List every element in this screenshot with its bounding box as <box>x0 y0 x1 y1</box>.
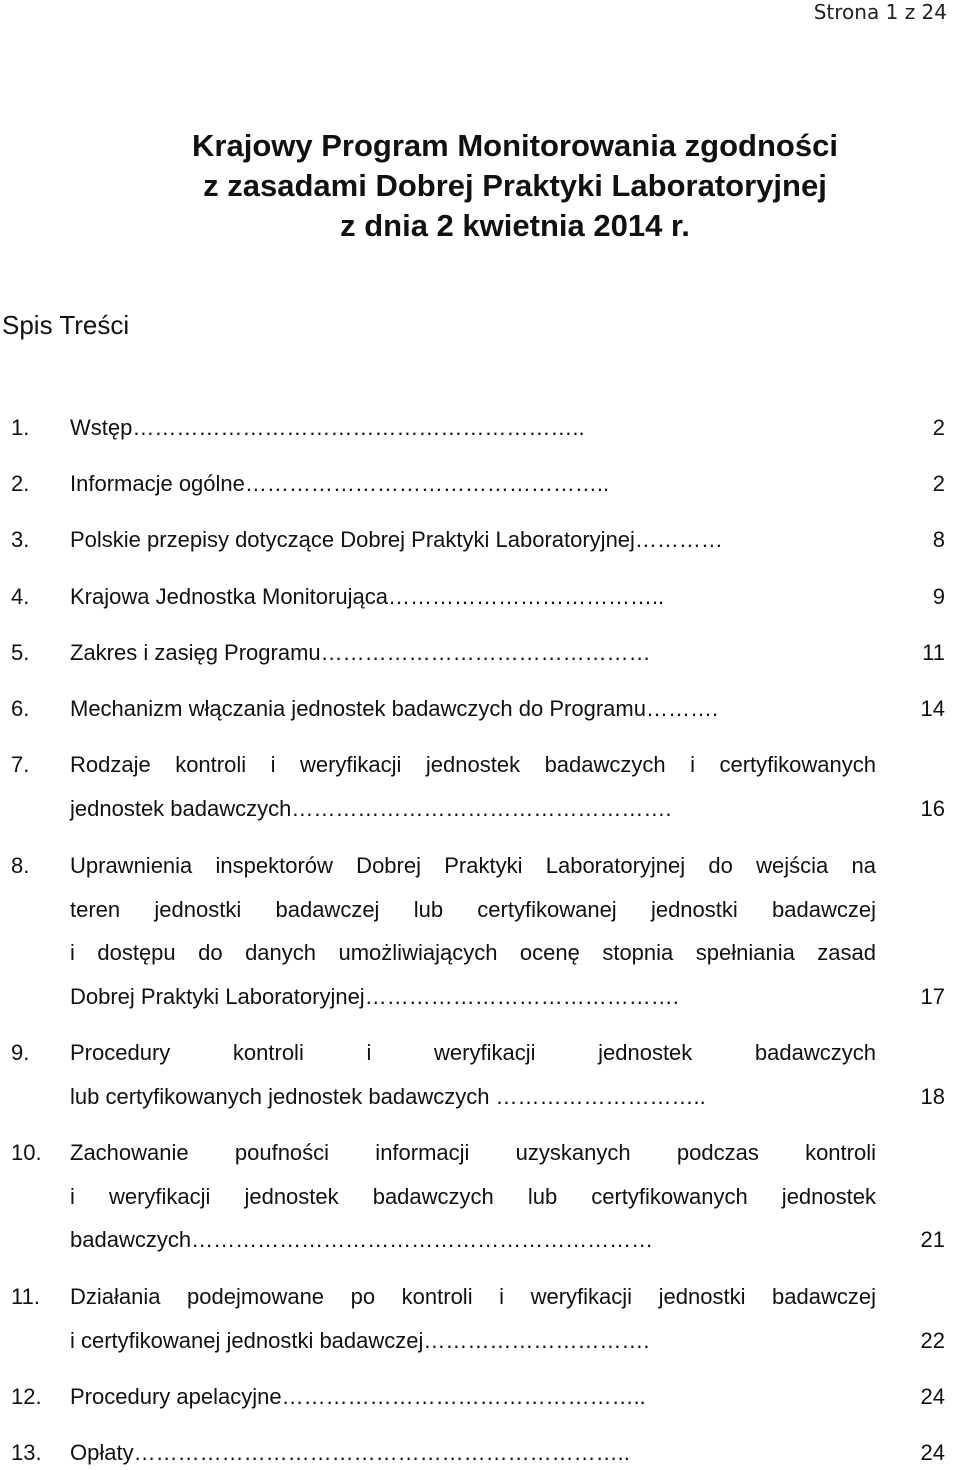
toc-entry-title-line-2: jednostek badawczych……………………………………………. <box>70 796 672 821</box>
page-counter-current: 1 <box>885 0 899 24</box>
toc-entry-title-line-1: Działania podejmowane po kontroli i weryfikacji jednostki badawczej <box>70 1284 876 1309</box>
page-counter <box>814 0 947 24</box>
toc-entry-page: 21 <box>920 1227 945 1252</box>
toc-entry-page: 24 <box>920 1384 945 1409</box>
toc-entry-title-line-1: Procedury kontroli i weryfikacji jednostek badawczych <box>70 1040 876 1065</box>
toc-entry-number: 1. <box>11 415 30 440</box>
toc-entry-page: 16 <box>920 796 945 821</box>
toc-entry-number: 10. <box>11 1140 42 1165</box>
toc-entry-page: 17 <box>920 984 945 1009</box>
toc-entry-page: 14 <box>920 696 945 721</box>
page-counter-total: 24 <box>921 0 947 24</box>
toc-entry-number: 8. <box>11 853 30 878</box>
toc-entry-title: Wstęp…………………………………………………….. <box>70 415 585 440</box>
toc-entry-title: Procedury apelacyjne………………………………………….. <box>70 1384 646 1409</box>
toc-entry-title-line-1: Uprawnienia inspektorów Dobrej Praktyki Laboratoryjnej do wejścia na <box>70 853 876 878</box>
toc-entry-title: Polskie przepisy dotyczące Dobrej Praktyki Laboratoryjnej………… <box>70 527 723 552</box>
toc-entry-title-line-1: Zachowanie poufności informacji uzyskanych podczas kontroli <box>70 1140 876 1165</box>
document-title <box>0 126 960 246</box>
toc-entry-number: 5. <box>11 640 30 665</box>
toc-entry-number: 6. <box>11 696 30 721</box>
page-counter-prefix: Strona <box>813 0 880 24</box>
toc-entry-page: 24 <box>920 1440 945 1465</box>
toc-entry-title-line-2: i certyfikowanej jednostki badawczej…………………………. <box>70 1328 650 1353</box>
title-line-3: z dnia 2 kwietnia 2014 r. <box>340 208 690 243</box>
toc-entry-number: 3. <box>11 527 30 552</box>
toc-entry-page: 8 <box>932 527 945 552</box>
toc-entry-number: 12. <box>11 1384 42 1409</box>
toc-entry-title-line-3: i dostępu do danych umożliwiających ocenę stopnia spełniania zasad <box>70 940 876 965</box>
toc-entry-page: 2 <box>932 471 945 496</box>
toc-entry-title-line-2: lub certyfikowanych jednostek badawczych ……………………….. <box>70 1084 706 1109</box>
toc-entry-title-line-3: badawczych……………………………………………………… <box>70 1227 654 1252</box>
toc-entry-title: Mechanizm włączania jednostek badawczych do Programu………. <box>70 696 719 721</box>
toc-entry-number: 13. <box>11 1440 42 1465</box>
toc-entry-title: Krajowa Jednostka Monitorująca……………………………….. <box>70 584 665 609</box>
toc-entry-title: Zakres i zasięg Programu……………………………………… <box>70 640 651 665</box>
toc-entry-title: Opłaty………………………………………………………….. <box>70 1440 630 1465</box>
toc-entry-page: 2 <box>932 415 945 440</box>
toc-entry-number: 9. <box>11 1040 30 1065</box>
toc-entry-title-line-2: teren jednostki badawczej lub certyfikowanej jednostki badawczej <box>70 897 876 922</box>
toc-entry-number: 7. <box>11 752 30 777</box>
toc-entry-number: 2. <box>11 471 30 496</box>
toc-entry-title-line-4: Dobrej Praktyki Laboratoryjnej……………………………………. <box>70 984 679 1009</box>
toc-entry-page: 11 <box>922 640 945 665</box>
toc-entry-page: 9 <box>932 584 945 609</box>
toc-entry-title-line-2: i weryfikacji jednostek badawczych lub certyfikowanych jednostek <box>70 1184 876 1209</box>
toc-heading: Spis Treści <box>2 310 130 340</box>
title-line-2: z zasadami Dobrej Praktyki Laboratoryjnej <box>203 168 827 203</box>
toc-entry-page: 22 <box>920 1328 945 1353</box>
toc-entry-number: 11. <box>11 1284 40 1309</box>
title-line-1: Krajowy Program Monitorowania zgodności <box>192 128 838 163</box>
toc-entry-title: Informacje ogólne………………………………………….. <box>70 471 610 496</box>
toc-entry-title-line-1: Rodzaje kontroli i weryfikacji jednostek badawczych i certyfikowanych <box>70 752 876 777</box>
toc-entry-number: 4. <box>11 584 30 609</box>
page-counter-middle: z <box>904 0 916 24</box>
toc-entry-page: 18 <box>920 1084 945 1109</box>
